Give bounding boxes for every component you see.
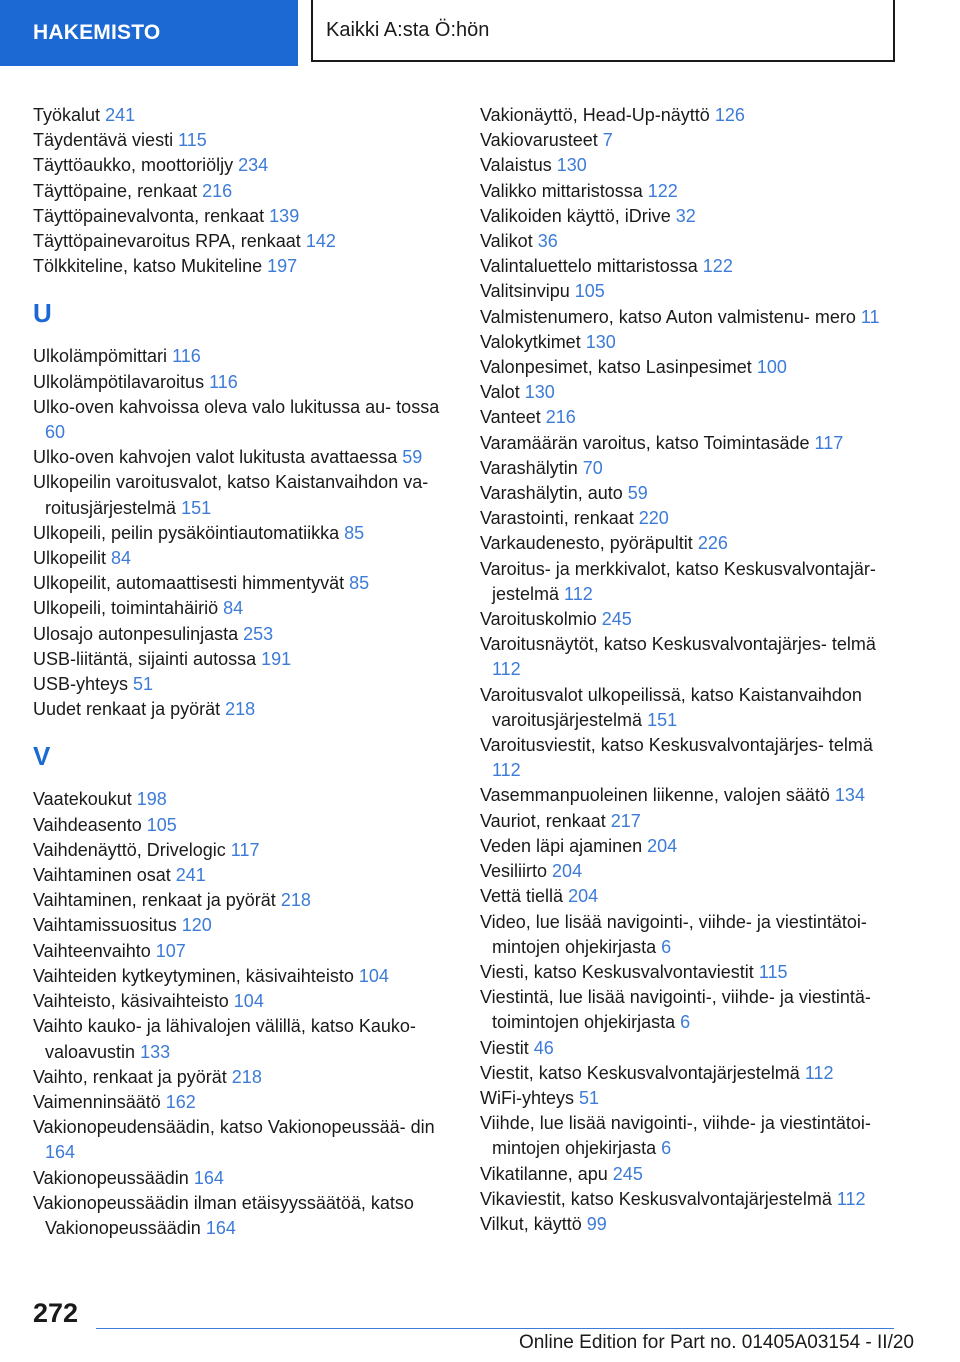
index-entry-text: Varamäärän varoitus, katso Toimintasäde xyxy=(480,432,810,453)
page-reference-link[interactable]: 245 xyxy=(612,1163,643,1184)
index-entry xyxy=(480,204,900,229)
index-entry-text: Vettä tiellä xyxy=(480,886,564,907)
index-entry xyxy=(33,813,453,838)
index-entry xyxy=(33,128,453,153)
index-entry-text: Vaihto, renkaat ja pyörät xyxy=(33,1066,227,1087)
index-entry-text: Täydentävä viesti xyxy=(33,130,174,151)
page-reference-link[interactable]: 99 xyxy=(586,1213,607,1234)
page-reference-link[interactable]: 6 xyxy=(661,1138,672,1159)
page-reference-link[interactable]: 117 xyxy=(230,839,260,860)
index-entry-text: Valaistus xyxy=(480,155,552,176)
page-reference-link[interactable]: 253 xyxy=(243,623,274,644)
page-reference-link[interactable]: 245 xyxy=(601,609,632,630)
index-entry xyxy=(480,1162,900,1187)
index-entry-text: Varkaudenesto, pyöräpultit xyxy=(480,533,693,554)
page-reference-link[interactable]: 7 xyxy=(602,130,613,151)
index-entry-text: Vakionopeussäädin ilman etäisyyssäätöä, katso Vakionopeussäädin xyxy=(33,1192,414,1238)
index-entry-text: Viestit, katso Keskusvalvontajärjestelmä xyxy=(480,1062,800,1083)
page-reference-link[interactable]: 217 xyxy=(610,810,641,831)
index-entry-text: Täyttöaukko, moottoriöljy xyxy=(33,155,234,176)
page-reference-link[interactable]: 139 xyxy=(269,205,300,226)
index-entry-text: Vaihteenvaihto xyxy=(33,940,151,961)
index-entry-text: Vauriot, renkaat xyxy=(480,810,606,831)
index-entry-text: Vaihtaminen, renkaat ja pyörät xyxy=(33,890,276,911)
page-reference-link[interactable]: 46 xyxy=(533,1037,554,1058)
index-entry xyxy=(33,179,453,204)
index-entry xyxy=(33,229,453,254)
page-reference-link[interactable]: 115 xyxy=(758,961,788,982)
index-entry xyxy=(33,571,453,596)
index-entry xyxy=(33,838,453,863)
page-reference-link[interactable]: 151 xyxy=(647,709,678,730)
index-entry xyxy=(33,647,453,672)
index-entry-text: Täyttöpainevaroitus RPA, renkaat xyxy=(33,231,301,252)
index-entry-text: Ulkolämpötilavaroitus xyxy=(33,371,205,392)
index-column-left xyxy=(33,103,453,1241)
index-entry xyxy=(480,1111,900,1161)
index-entry xyxy=(480,103,900,128)
index-entry xyxy=(480,431,900,456)
page-reference-link[interactable]: 197 xyxy=(267,256,298,277)
page-reference-link[interactable]: 216 xyxy=(202,180,233,201)
index-entry-text: Tölkkiteline, katso Mukiteline xyxy=(33,256,263,277)
page-reference-link[interactable]: 130 xyxy=(585,331,616,352)
index-entry xyxy=(33,1090,453,1115)
index-entry-text: Vilkut, käyttö xyxy=(480,1213,582,1234)
index-entry-text: Vaihtaminen osat xyxy=(33,865,171,886)
index-entry-text: Täyttöpainevalvonta, renkaat xyxy=(33,205,265,226)
index-column-right xyxy=(480,103,900,1237)
index-entry xyxy=(33,1166,453,1191)
index-entry-text: Valikko mittaristossa xyxy=(480,180,643,201)
page-reference-link[interactable]: 151 xyxy=(181,497,212,518)
index-entry xyxy=(33,989,453,1014)
index-entry-text: Viihde, lue lisää navigointi‑, viihde‑ ja viestintätoi‑ mintojen ohjekirjasta xyxy=(480,1113,871,1159)
index-entry-text: Ulkopeili, peilin pysäköintiautomatiikka xyxy=(33,522,340,543)
index-entry xyxy=(480,733,900,783)
index-entry-text: Valmistenumero, katso Auton valmistenu‑ mero xyxy=(480,306,856,327)
page-reference-link[interactable]: 36 xyxy=(537,231,558,252)
page-reference-link[interactable]: 122 xyxy=(702,256,733,277)
page-reference-link[interactable]: 112 xyxy=(564,583,593,604)
page-reference-link[interactable]: 100 xyxy=(756,357,787,378)
page-reference-link[interactable]: 112 xyxy=(492,659,521,680)
index-entry xyxy=(480,330,900,355)
index-entry xyxy=(33,939,453,964)
index-entry-text: Varashälytin xyxy=(480,457,578,478)
section-tab: HAKEMISTO xyxy=(0,0,298,66)
page-reference-link[interactable]: 84 xyxy=(223,598,244,619)
page-reference-link[interactable]: 241 xyxy=(175,865,206,886)
index-entry xyxy=(33,521,453,546)
page-reference-link[interactable]: 11 xyxy=(860,306,880,327)
page-reference-link[interactable]: 133 xyxy=(140,1041,171,1062)
index-entry xyxy=(480,456,900,481)
index-entry xyxy=(33,697,453,722)
index-entry xyxy=(480,834,900,859)
page-reference-link[interactable]: 112 xyxy=(492,760,521,781)
index-entry xyxy=(480,607,900,632)
index-entry xyxy=(33,370,453,395)
page-reference-link[interactable]: 120 xyxy=(181,915,212,936)
page-reference-link[interactable]: 241 xyxy=(105,105,136,125)
page-reference-link[interactable]: 218 xyxy=(231,1066,262,1087)
index-entry xyxy=(33,470,453,520)
index-entry xyxy=(33,1191,453,1241)
index-entry xyxy=(480,960,900,985)
page-reference-link[interactable]: 84 xyxy=(111,548,132,569)
page-reference-link[interactable]: 32 xyxy=(675,205,696,226)
page-reference-link[interactable]: 130 xyxy=(556,155,587,176)
index-entry xyxy=(480,355,900,380)
page-reference-link[interactable]: 60 xyxy=(45,422,66,443)
index-entry xyxy=(480,809,900,834)
index-entry xyxy=(33,672,453,697)
index-entry xyxy=(33,153,453,178)
index-entry-text: Valonpesimet, katso Lasinpesimet xyxy=(480,357,752,378)
index-entry xyxy=(480,683,900,733)
page-reference-link[interactable]: 105 xyxy=(574,281,605,302)
page-reference-link[interactable]: 204 xyxy=(568,886,599,907)
index-entry-text: Vakiovarusteet xyxy=(480,130,598,151)
index-entry xyxy=(480,1086,900,1111)
index-entry-text: Varashälytin, auto xyxy=(480,483,623,504)
index-entry-text: Vesiliirto xyxy=(480,861,548,882)
index-entry-text: Ulkopeilin varoitusvalot, katso Kaistanvaihdon va‑ roitusjärjestelmä xyxy=(33,472,429,518)
index-entry-text: Ulkopeili, toimintahäiriö xyxy=(33,598,219,619)
index-entry xyxy=(33,596,453,621)
index-entry-text: Valitsinvipu xyxy=(480,281,570,302)
index-entry-text: Vaihteiden kytkeytyminen, käsivaihteisto xyxy=(33,965,354,986)
page-reference-link[interactable]: 112 xyxy=(836,1188,866,1209)
index-entry-text: Vasemmanpuoleinen liikenne, valojen säätö xyxy=(480,785,830,806)
index-entry xyxy=(33,1014,453,1064)
index-entry-text: Vanteet xyxy=(480,407,541,428)
index-entry xyxy=(33,1065,453,1090)
edition-note: Online Edition for Part no. 01405A03154 - II/20 xyxy=(518,1332,914,1353)
page-reference-link[interactable]: 104 xyxy=(358,965,389,986)
page-reference-link[interactable]: 204 xyxy=(647,835,678,856)
index-entry-text: Vaimenninsäätö xyxy=(33,1091,161,1112)
index-entry-text: Valokytkimet xyxy=(480,331,581,352)
index-entry-text: Vaihdenäyttö, Drivelogic xyxy=(33,839,226,860)
index-entry xyxy=(480,1187,900,1212)
index-entry-text: USB‑yhteys xyxy=(33,674,129,695)
page-reference-link[interactable]: 142 xyxy=(305,231,336,252)
index-entry xyxy=(480,506,900,531)
page-reference-link[interactable]: 216 xyxy=(545,407,576,428)
index-entry-text: Varoitusviestit, katso Keskusvalvontajärjes‑ telmä xyxy=(480,735,873,756)
page-reference-link[interactable]: 130 xyxy=(524,382,555,403)
index-entry-text: USB‑liitäntä, sijainti autossa xyxy=(33,648,257,669)
index-entry xyxy=(480,405,900,430)
page-reference-link[interactable]: 164 xyxy=(205,1217,236,1238)
index-entry-text: Vaihteisto, käsivaihteisto xyxy=(33,991,229,1012)
page-reference-link[interactable]: 134 xyxy=(834,785,865,806)
index-entry xyxy=(33,445,453,470)
index-entry xyxy=(33,254,453,279)
index-entry xyxy=(480,1212,900,1237)
index-entry-text: Viesti, katso Keskusvalvontaviestit xyxy=(480,961,754,982)
page-reference-link[interactable]: 218 xyxy=(280,890,311,911)
index-entry xyxy=(480,632,900,682)
page-reference-link[interactable]: 218 xyxy=(225,699,256,720)
index-entry-text: Vikaviestit, katso Keskusvalvontajärjestelmä xyxy=(480,1188,832,1209)
page-reference-link[interactable]: 107 xyxy=(155,940,186,961)
page-reference-link[interactable]: 116 xyxy=(172,346,201,367)
index-entry-text: Ulkopeilit, automaattisesti himmentyvät xyxy=(33,573,345,594)
page-reference-link[interactable]: 6 xyxy=(680,1012,691,1033)
index-entry xyxy=(33,344,453,369)
footer-divider xyxy=(96,1328,894,1329)
index-entry xyxy=(480,229,900,254)
page-reference-link[interactable]: 198 xyxy=(136,789,167,810)
index-entry-text: WiFi‑yhteys xyxy=(480,1087,574,1108)
index-entry-text: Viestit xyxy=(480,1037,529,1058)
index-entry xyxy=(480,884,900,909)
index-entry xyxy=(33,546,453,571)
index-entry-text: Vikatilanne, apu xyxy=(480,1163,608,1184)
index-entry-text: Vaihdeasento xyxy=(33,814,142,835)
index-entry xyxy=(33,204,453,229)
index-entry xyxy=(480,910,900,960)
index-entry xyxy=(480,279,900,304)
page-reference-link[interactable]: 191 xyxy=(261,648,292,669)
page-reference-link[interactable]: 85 xyxy=(349,573,370,594)
index-entry xyxy=(480,254,900,279)
index-entry-text: Varoituskolmio xyxy=(480,609,597,630)
index-entry xyxy=(33,103,453,128)
index-entry xyxy=(480,153,900,178)
index-entry xyxy=(480,783,900,808)
page-reference-link[interactable]: 204 xyxy=(552,861,583,882)
page-reference-link[interactable]: 116 xyxy=(209,371,238,392)
index-entry-text: Vakionopeudensäädin, katso Vakionopeussää‑ din xyxy=(33,1117,435,1138)
index-entry-text: Ulkolämpömittari xyxy=(33,346,168,367)
page-reference-link[interactable]: 70 xyxy=(582,457,603,478)
page-reference-link[interactable]: 164 xyxy=(45,1142,76,1163)
index-entry-text: Täyttöpaine, renkaat xyxy=(33,180,198,201)
index-entry-text: Vakionopeussäädin xyxy=(33,1167,189,1188)
index-entry-text: Ulkopeilit xyxy=(33,548,107,569)
index-entry-text: Varastointi, renkaat xyxy=(480,508,634,529)
index-entry xyxy=(480,859,900,884)
page-reference-link[interactable]: 51 xyxy=(133,674,154,695)
page-reference-link[interactable]: 220 xyxy=(638,508,669,529)
page-reference-link[interactable]: 122 xyxy=(647,180,678,201)
index-entry xyxy=(33,863,453,888)
index-entry-text: Valikoiden käyttö, iDrive xyxy=(480,205,671,226)
index-entry-text: Varoitus‑ ja merkkivalot, katso Keskusvalvontajär‑ jestelmä xyxy=(480,558,876,604)
page-reference-link[interactable]: 162 xyxy=(165,1091,196,1112)
index-entry-text: Vaihtamissuositus xyxy=(33,915,177,936)
page-reference-link[interactable]: 126 xyxy=(714,105,745,125)
page-reference-link[interactable]: 164 xyxy=(193,1167,224,1188)
index-entry-text: Video, lue lisää navigointi‑, viihde‑ ja viestintätoi‑ mintojen ohjekirjasta xyxy=(480,911,867,957)
index-entry xyxy=(480,1061,900,1086)
index-entry xyxy=(480,531,900,556)
page-reference-link[interactable]: 234 xyxy=(238,155,269,176)
index-entry-text: Valot xyxy=(480,382,520,403)
index-entry xyxy=(480,985,900,1035)
index-entry xyxy=(33,622,453,647)
index-entry xyxy=(33,395,453,445)
page-reference-link[interactable]: 51 xyxy=(579,1087,600,1108)
index-entry xyxy=(33,913,453,938)
page-reference-link[interactable]: 115 xyxy=(178,130,207,151)
page-reference-link[interactable]: 59 xyxy=(402,447,423,468)
page-reference-link[interactable]: 117 xyxy=(814,432,844,453)
index-entry xyxy=(33,787,453,812)
index-entry xyxy=(480,305,900,330)
index-entry-text: Vakionäyttö, Head‑Up‑näyttö xyxy=(480,105,710,125)
index-entry-text: Valintaluettelo mittaristossa xyxy=(480,256,698,277)
index-entry-text: Vaatekoukut xyxy=(33,789,132,810)
page-number: 272 xyxy=(33,1298,79,1328)
page-reference-link[interactable]: 104 xyxy=(233,991,264,1012)
index-entry-text: Uudet renkaat ja pyörät xyxy=(33,699,221,720)
index-entry xyxy=(480,1036,900,1061)
page-reference-link[interactable]: 112 xyxy=(804,1062,834,1083)
index-entry xyxy=(33,964,453,989)
index-entry xyxy=(480,557,900,607)
index-letter-heading: V xyxy=(33,741,51,772)
index-entry-text: Varoitusvalot ulkopeilissä, katso Kaistanvaihdon varoitusjärjestelmä xyxy=(480,684,862,730)
page-reference-link[interactable]: 59 xyxy=(627,483,648,504)
page-header xyxy=(0,0,960,66)
index-entry xyxy=(33,1115,453,1165)
page-reference-link[interactable]: 85 xyxy=(344,522,365,543)
index-entry xyxy=(480,380,900,405)
page-reference-link[interactable]: 6 xyxy=(661,936,672,957)
subsection-tab: Kaikki A:sta Ö:hön xyxy=(311,0,895,62)
index-entry-text: Työkalut xyxy=(33,105,101,125)
index-entry-text: Vaihto kauko‑ ja lähivalojen välillä, katso Kauko‑ valoavustin xyxy=(33,1016,416,1062)
index-entry-text: Ulko‑oven kahvojen valot lukitusta avattaessa xyxy=(33,447,398,468)
index-entry xyxy=(480,179,900,204)
index-letter-heading: U xyxy=(33,298,52,329)
index-entry-text: Ulosajo autonpesulinjasta xyxy=(33,623,239,644)
index-entry xyxy=(480,481,900,506)
index-entry-text: Ulko‑oven kahvoissa oleva valo lukitussa au‑ tossa xyxy=(33,396,440,417)
index-entry-text: Veden läpi ajaminen xyxy=(480,835,643,856)
page-reference-link[interactable]: 105 xyxy=(146,814,177,835)
index-entry xyxy=(480,128,900,153)
page-reference-link[interactable]: 226 xyxy=(697,533,728,554)
index-entry-text: Valikot xyxy=(480,231,533,252)
index-entry-text: Viestintä, lue lisää navigointi‑, viihde‑ ja viestintä‑ toimintojen ohjekirjasta xyxy=(480,987,871,1033)
index-entry-text: Varoitusnäytöt, katso Keskusvalvontajärjes‑ telmä xyxy=(480,634,876,655)
index-entry xyxy=(33,888,453,913)
